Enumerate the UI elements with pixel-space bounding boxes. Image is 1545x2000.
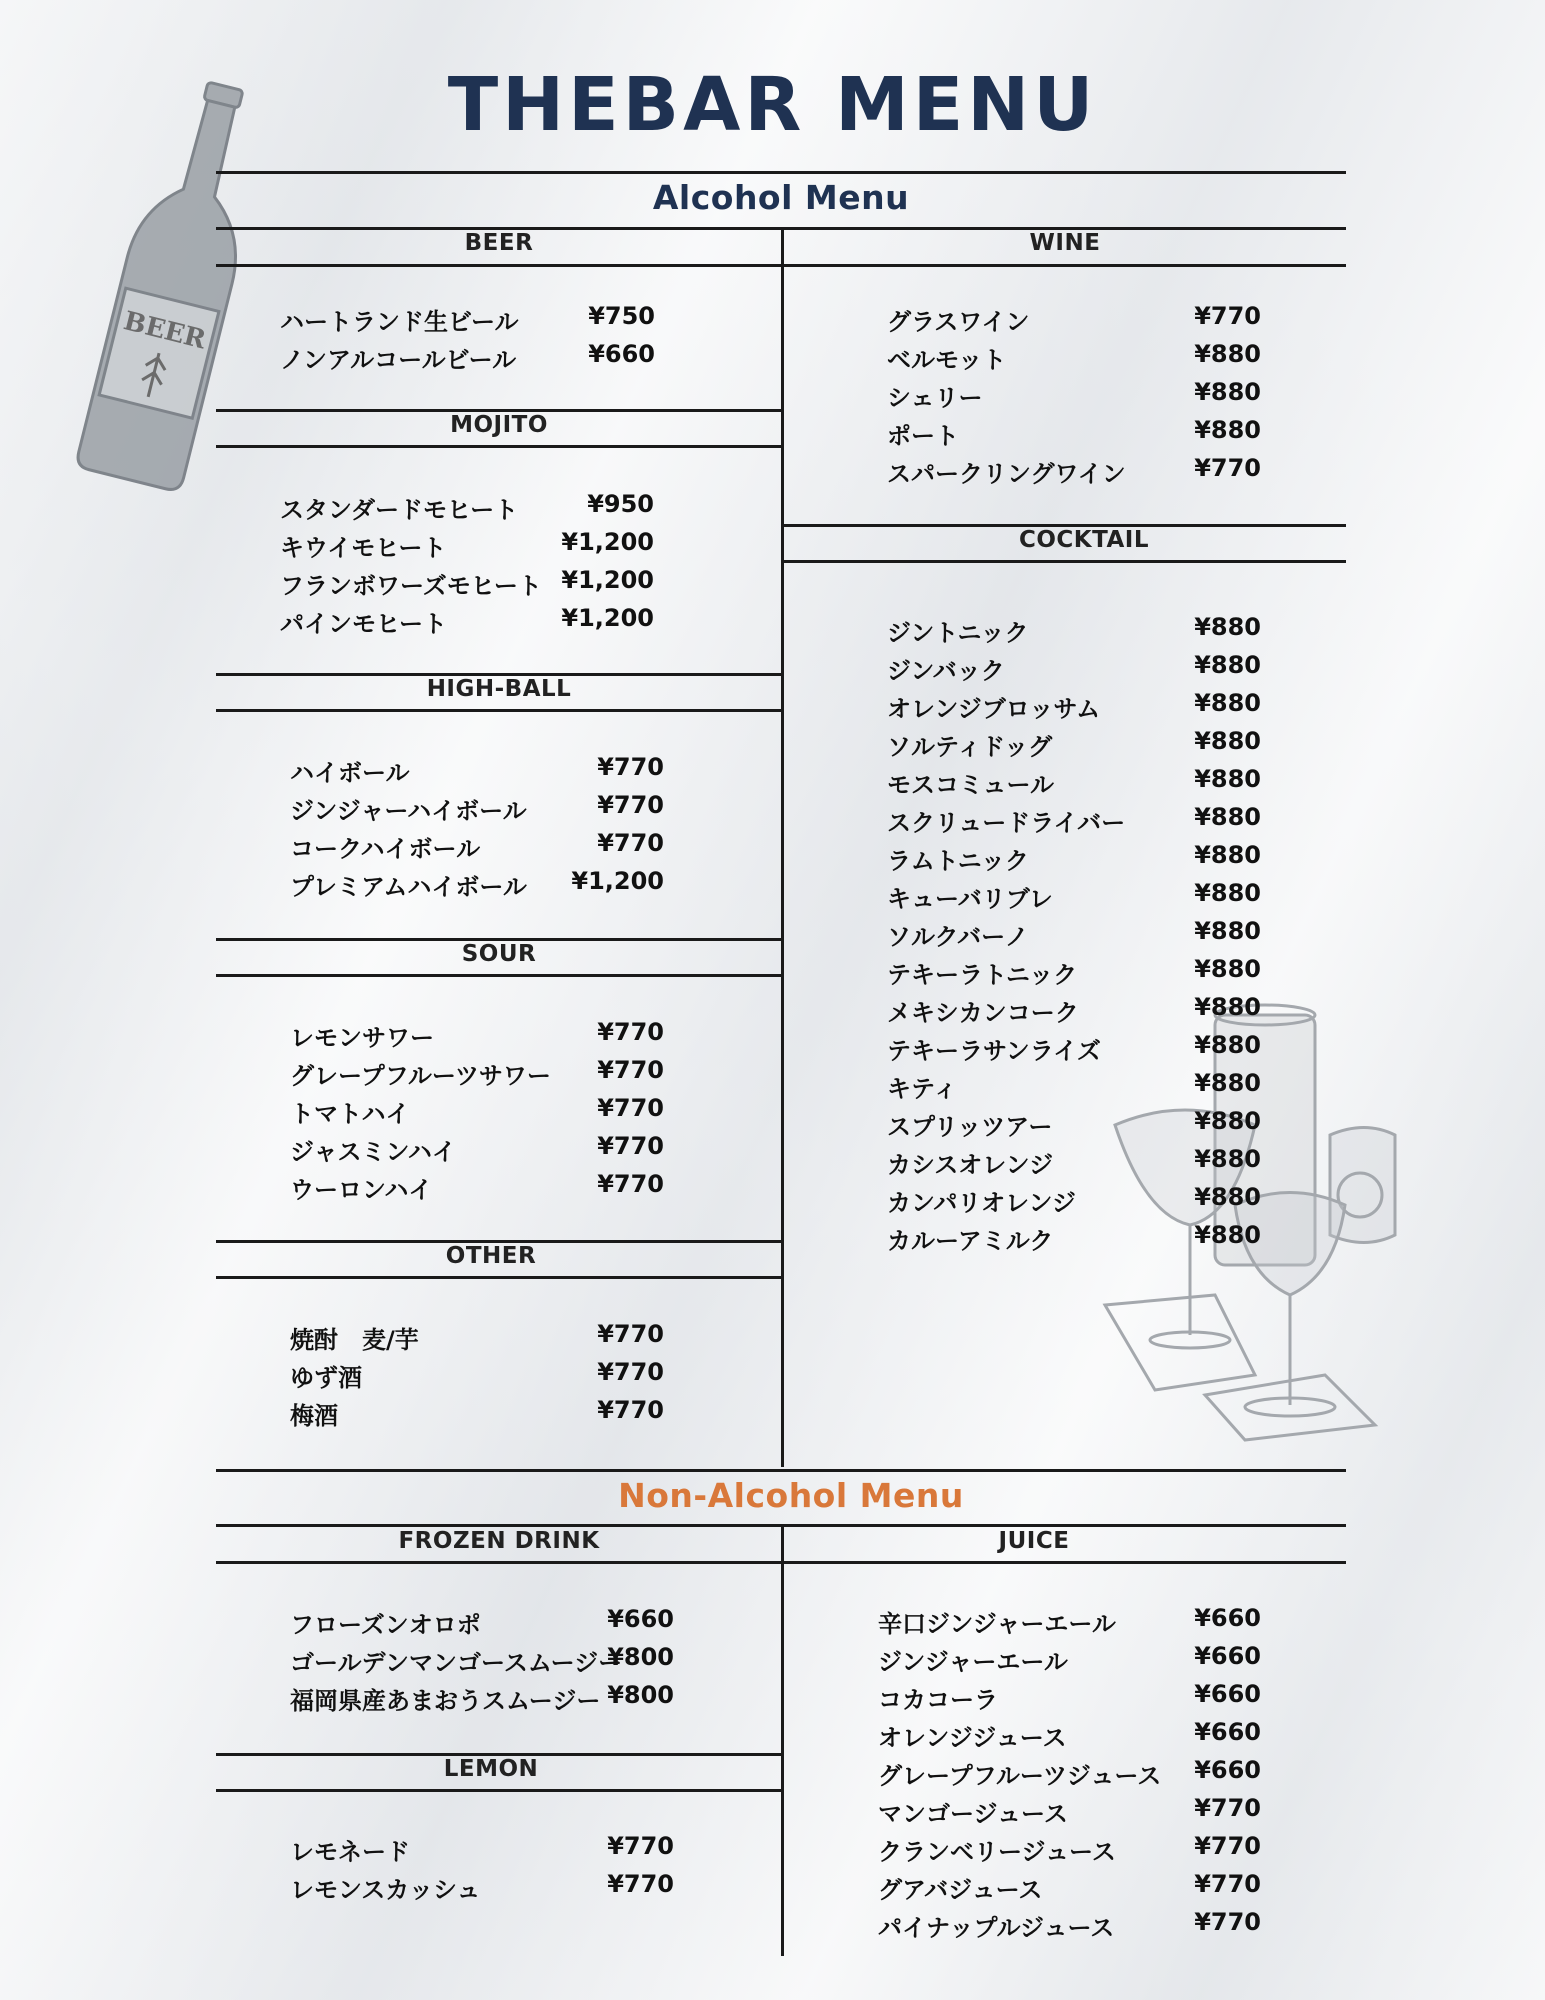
item-name: ハートランド生ビール	[280, 308, 519, 336]
item-name: グレープフルーツサワー	[290, 1062, 551, 1090]
item-name: マンゴージュース	[878, 1800, 1068, 1828]
item-name: ソルクバーノ	[887, 923, 1029, 951]
rule-beer	[216, 264, 782, 267]
item-price: ¥880	[1194, 879, 1261, 907]
menu-item	[290, 1605, 674, 1637]
item-name: ウーロンハイ	[290, 1176, 433, 1204]
category-juice: JUICE	[998, 1528, 1070, 1554]
item-name: パイナップルジュース	[878, 1914, 1115, 1942]
item-name: モスコミュール	[887, 771, 1055, 799]
menu-item	[887, 727, 1261, 759]
rule-non-alcohol-top	[216, 1469, 1346, 1472]
item-price: ¥1,200	[561, 604, 654, 632]
item-price: ¥800	[607, 1681, 674, 1709]
menu-item	[887, 689, 1261, 721]
rule-sour	[216, 974, 782, 977]
menu-item	[878, 1870, 1261, 1902]
menu-item	[887, 302, 1261, 334]
menu-item	[887, 1145, 1261, 1177]
menu-item	[878, 1756, 1261, 1788]
category-mojito: MOJITO	[450, 412, 548, 438]
item-name: オレンジジュース	[878, 1724, 1067, 1752]
item-price: ¥770	[1194, 1832, 1261, 1860]
menu-item	[280, 566, 654, 598]
menu-item	[280, 604, 654, 636]
item-price: ¥770	[1194, 1794, 1261, 1822]
menu-item	[887, 879, 1261, 911]
item-price: ¥880	[1194, 689, 1261, 717]
item-name: コカコーラ	[878, 1686, 998, 1714]
item-name: メキシカンコーク	[887, 999, 1079, 1027]
rule-top	[216, 171, 1346, 174]
menu-item	[887, 613, 1261, 645]
item-price: ¥880	[1194, 651, 1261, 679]
menu-item	[290, 829, 664, 861]
item-price: ¥770	[607, 1870, 674, 1898]
item-name: ゴールデンマンゴースムージー	[290, 1649, 623, 1677]
item-name: スクリュードライバー	[887, 809, 1126, 837]
menu-item	[878, 1680, 1261, 1712]
item-name: テキーラサンライズ	[887, 1037, 1101, 1065]
menu-item	[290, 1870, 674, 1902]
item-name: クランベリージュース	[878, 1838, 1116, 1866]
item-price: ¥660	[588, 340, 655, 368]
menu-item	[887, 1107, 1261, 1139]
item-name: ソルティドッグ	[887, 733, 1053, 761]
menu-item	[887, 765, 1261, 797]
menu-item	[887, 1031, 1261, 1063]
item-name: ゆず酒	[290, 1364, 362, 1392]
menu-item	[878, 1718, 1261, 1750]
menu-item	[290, 1832, 674, 1864]
menu-item	[887, 841, 1261, 873]
item-name: レモンスカッシュ	[290, 1876, 481, 1904]
item-price: ¥770	[597, 753, 664, 781]
rule-other	[216, 1276, 782, 1279]
item-price: ¥1,200	[561, 528, 654, 556]
item-price: ¥880	[1194, 416, 1261, 444]
item-name: グレープフルーツジュース	[878, 1762, 1162, 1790]
item-price: ¥770	[607, 1832, 674, 1860]
menu-item	[887, 378, 1261, 410]
menu-item	[878, 1908, 1261, 1940]
menu-title: THEBAR MENU	[447, 62, 1098, 148]
menu-item	[290, 1358, 664, 1390]
item-name: シェリー	[887, 384, 983, 412]
item-name: グラスワイン	[887, 308, 1030, 336]
menu-item	[280, 302, 655, 334]
rule-lemon	[216, 1789, 782, 1792]
category-lemon: LEMON	[443, 1756, 539, 1782]
item-price: ¥660	[1194, 1718, 1261, 1746]
item-price: ¥880	[1194, 765, 1261, 793]
item-price: ¥880	[1194, 727, 1261, 755]
item-price: ¥770	[597, 1018, 664, 1046]
item-name: ジンバック	[887, 657, 1005, 685]
item-price: ¥880	[1194, 1031, 1261, 1059]
item-price: ¥1,200	[571, 867, 664, 895]
item-price: ¥770	[597, 829, 664, 857]
rule-highball	[216, 709, 782, 712]
item-name: ポート	[887, 422, 959, 450]
non-alcohol-heading: Non-Alcohol Menu	[618, 1476, 964, 1515]
item-price: ¥880	[1194, 1107, 1261, 1135]
menu-item	[290, 1018, 664, 1050]
bottle-label: BEER	[120, 306, 209, 356]
item-price: ¥880	[1194, 993, 1261, 1021]
menu-item	[290, 867, 664, 899]
menu-item	[887, 1183, 1261, 1215]
item-name: レモンサワー	[290, 1024, 434, 1052]
item-name: カシスオレンジ	[887, 1151, 1054, 1179]
item-price: ¥770	[597, 1320, 664, 1348]
item-price: ¥880	[1194, 1183, 1261, 1211]
item-price: ¥880	[1194, 378, 1261, 406]
item-price: ¥880	[1194, 955, 1261, 983]
menu-item	[887, 917, 1261, 949]
menu-item	[887, 1069, 1261, 1101]
item-price: ¥770	[597, 1132, 664, 1160]
item-price: ¥750	[588, 302, 655, 330]
item-price: ¥770	[597, 1094, 664, 1122]
item-name: ラムトニック	[887, 847, 1029, 875]
menu-item	[290, 791, 664, 823]
alcohol-heading: Alcohol Menu	[652, 178, 910, 217]
item-price: ¥660	[1194, 1642, 1261, 1670]
item-price: ¥880	[1194, 841, 1261, 869]
category-cocktail: COCKTAIL	[1018, 527, 1150, 553]
menu-item	[290, 1320, 664, 1352]
item-price: ¥770	[1194, 302, 1261, 330]
item-name: パインモヒート	[280, 610, 448, 638]
menu-item	[290, 1681, 674, 1713]
item-price: ¥880	[1194, 613, 1261, 641]
item-price: ¥770	[597, 1170, 664, 1198]
item-name: カルーアミルク	[887, 1227, 1054, 1255]
item-price: ¥660	[607, 1605, 674, 1633]
item-price: ¥660	[1194, 1680, 1261, 1708]
item-name: ジントニック	[887, 619, 1029, 647]
category-sour: SOUR	[461, 941, 537, 967]
rule-cocktail	[784, 560, 1346, 563]
item-price: ¥880	[1194, 917, 1261, 945]
item-price: ¥1,200	[561, 566, 654, 594]
item-price: ¥770	[1194, 454, 1261, 482]
item-name: ベルモット	[887, 346, 1007, 374]
rule-frozen	[216, 1561, 782, 1564]
menu-item	[290, 1094, 664, 1126]
menu-item	[290, 1643, 674, 1675]
item-name: キティ	[887, 1075, 958, 1103]
category-frozen: FROZEN DRINK	[398, 1528, 600, 1554]
item-price: ¥770	[597, 1358, 664, 1386]
item-name: ジンジャーハイボール	[290, 797, 527, 825]
item-name: 梅酒	[290, 1402, 338, 1430]
item-price: ¥880	[1194, 1145, 1261, 1173]
rule-juice	[784, 1561, 1346, 1564]
item-name: プレミアムハイボール	[290, 873, 527, 901]
menu-item	[290, 1056, 664, 1088]
category-beer: BEER	[464, 230, 534, 256]
menu-item	[878, 1642, 1261, 1674]
item-name: ジンジャーエール	[878, 1648, 1068, 1676]
menu-item	[280, 340, 655, 372]
item-price: ¥660	[1194, 1756, 1261, 1784]
menu-item	[887, 340, 1261, 372]
item-name: テキーラトニック	[887, 961, 1078, 989]
menu-item	[878, 1832, 1261, 1864]
item-price: ¥770	[597, 1056, 664, 1084]
menu-item	[290, 753, 664, 785]
item-name: トマトハイ	[290, 1100, 410, 1128]
item-name: キューバリブレ	[887, 885, 1053, 913]
menu-item	[878, 1604, 1261, 1636]
menu-item	[280, 490, 654, 522]
menu-item	[290, 1132, 664, 1164]
item-price: ¥770	[597, 791, 664, 819]
item-price: ¥770	[597, 1396, 664, 1424]
menu-item	[887, 955, 1261, 987]
item-name: フランボワーズモヒート	[280, 572, 542, 600]
item-price: ¥770	[1194, 1870, 1261, 1898]
item-name: オレンジブロッサム	[887, 695, 1101, 723]
category-wine: WINE	[1029, 230, 1101, 256]
item-price: ¥660	[1194, 1604, 1261, 1632]
menu-item	[887, 1221, 1261, 1253]
item-price: ¥950	[587, 490, 654, 518]
item-name: 福岡県産あまおうスムージー	[290, 1687, 601, 1715]
item-name: ノンアルコールビール	[280, 346, 517, 374]
menu-item	[887, 993, 1261, 1025]
item-price: ¥880	[1194, 1069, 1261, 1097]
menu-item	[280, 528, 654, 560]
item-name: スプリッツアー	[887, 1113, 1053, 1141]
item-name: キウイモヒート	[280, 534, 447, 562]
item-price: ¥800	[607, 1643, 674, 1671]
menu-item	[887, 416, 1261, 448]
item-name: スパークリングワイン	[887, 460, 1126, 488]
category-highball: HIGH-BALL	[426, 676, 572, 702]
item-price: ¥880	[1194, 340, 1261, 368]
menu-item	[878, 1794, 1261, 1826]
rule-mojito	[216, 445, 782, 448]
item-price: ¥880	[1194, 803, 1261, 831]
item-name: スタンダードモヒート	[280, 496, 519, 524]
item-price: ¥880	[1194, 1221, 1261, 1249]
non-alcohol-divider	[781, 1524, 784, 1956]
menu-item	[887, 454, 1261, 486]
item-name: フローズンオロポ	[290, 1611, 481, 1639]
item-price: ¥770	[1194, 1908, 1261, 1936]
item-name: コークハイボール	[290, 835, 481, 863]
item-name: ハイボール	[290, 759, 410, 787]
item-name: ジャスミンハイ	[290, 1138, 456, 1166]
item-name: カンパリオレンジ	[887, 1189, 1076, 1217]
menu-item	[290, 1170, 664, 1202]
category-other: OTHER	[445, 1243, 537, 1269]
item-name: グアバジュース	[878, 1876, 1043, 1904]
menu-item	[887, 651, 1261, 683]
item-name: レモネード	[290, 1838, 410, 1866]
rule-wine	[784, 264, 1346, 267]
menu-item	[887, 803, 1261, 835]
item-name: 焼酎 麦/芋	[290, 1326, 419, 1354]
item-name: 辛口ジンジャーエール	[878, 1610, 1116, 1638]
menu-item	[290, 1396, 664, 1428]
